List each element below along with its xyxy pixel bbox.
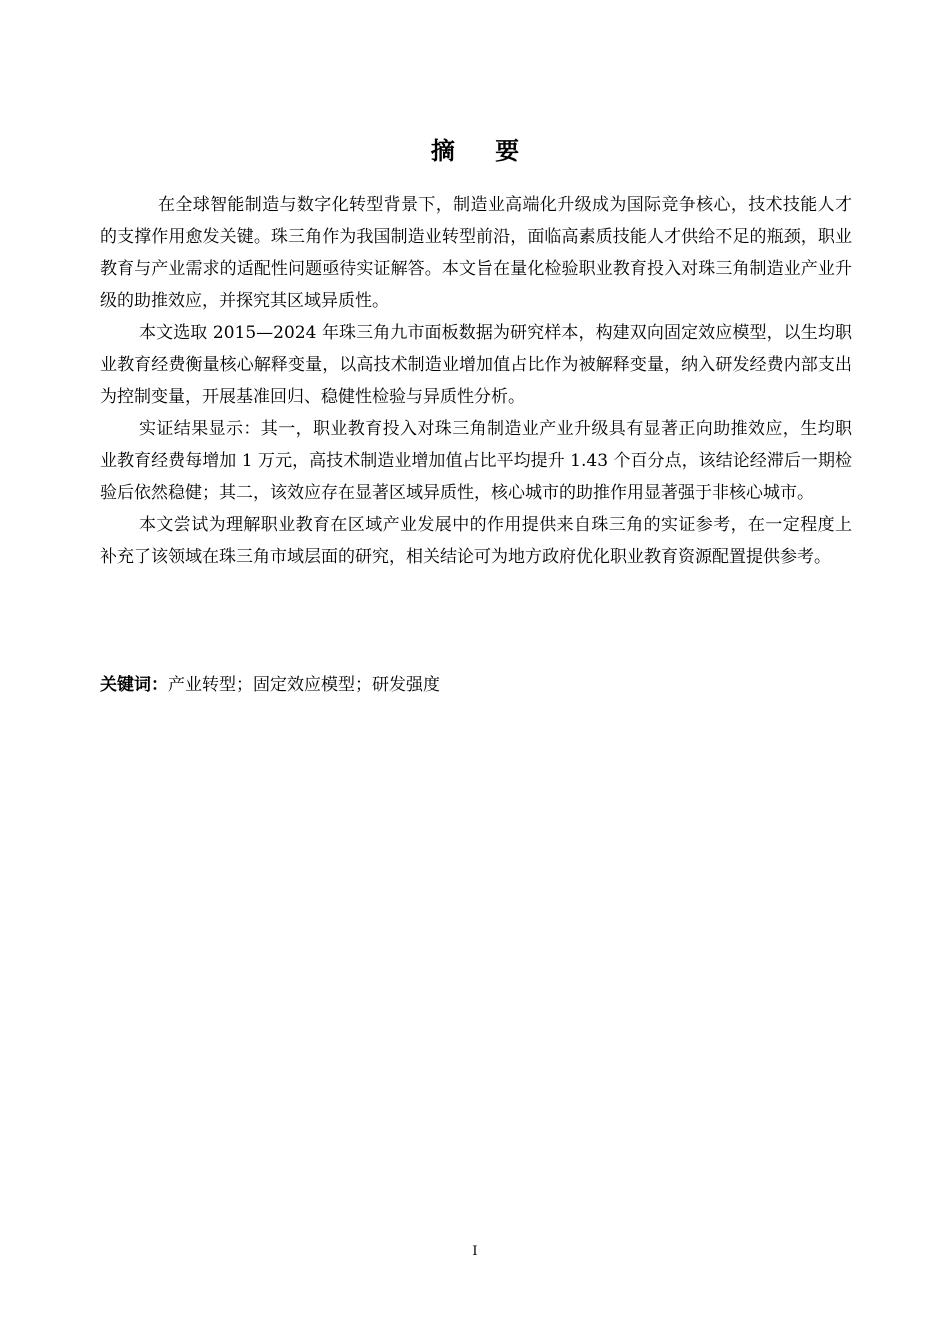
- abstract-paragraph-contribution: 本文尝试为理解职业教育在区域产业发展中的作用提供来自珠三角的实证参考，在一定程度上补充了该领域在珠三角市域层面的研究，相关结论可为地方政府优化职业教育资源配置提供参考。: [100, 515, 852, 567]
- abstract-paragraph-background: 在全球智能制造与数字化转型背景下，制造业高端化升级成为国际竞争核心，技术技能人才的支撑作用愈发关键。珠三角作为我国制造业转型前沿，面临高素质技能人才供给不足的瓶颈，职业教育与产业需求的适配性问题亟待实证解答。本文旨在量化检验职业教育投入对珠三角制造业产业升级的助推效应，并探究其区域异质性。: [100, 195, 852, 311]
- keywords-label: 关键词：: [100, 675, 168, 695]
- abstract-paragraph-results: 实证结果显示：其一，职业教育投入对珠三角制造业产业升级具有显著正向助推效应，生均职业教育经费每增加 1 万元，高技术制造业增加值占比平均提升 1.43 个百分点，该结论经滞后一期检验后依然稳健；其二，该效应存在显著区域异质性，核心城市的助推作用显著强于非核心城市。: [100, 419, 852, 503]
- page-title: 摘 要: [430, 137, 536, 165]
- abstract-body: [100, 189, 852, 573]
- page-number: I: [472, 1244, 478, 1259]
- keywords-line: [100, 669, 852, 701]
- keywords-text: 产业转型；固定效应模型；研发强度: [168, 675, 440, 695]
- abstract-paragraph-method: 本文选取 2015—2024 年珠三角九市面板数据为研究样本，构建双向固定效应模型，以生均职业教育经费衡量核心解释变量，以高技术制造业增加值占比作为被解释变量，纳入研发经费内部支出为控制变量，开展基准回归、稳健性检验与异质性分析。: [100, 323, 852, 407]
